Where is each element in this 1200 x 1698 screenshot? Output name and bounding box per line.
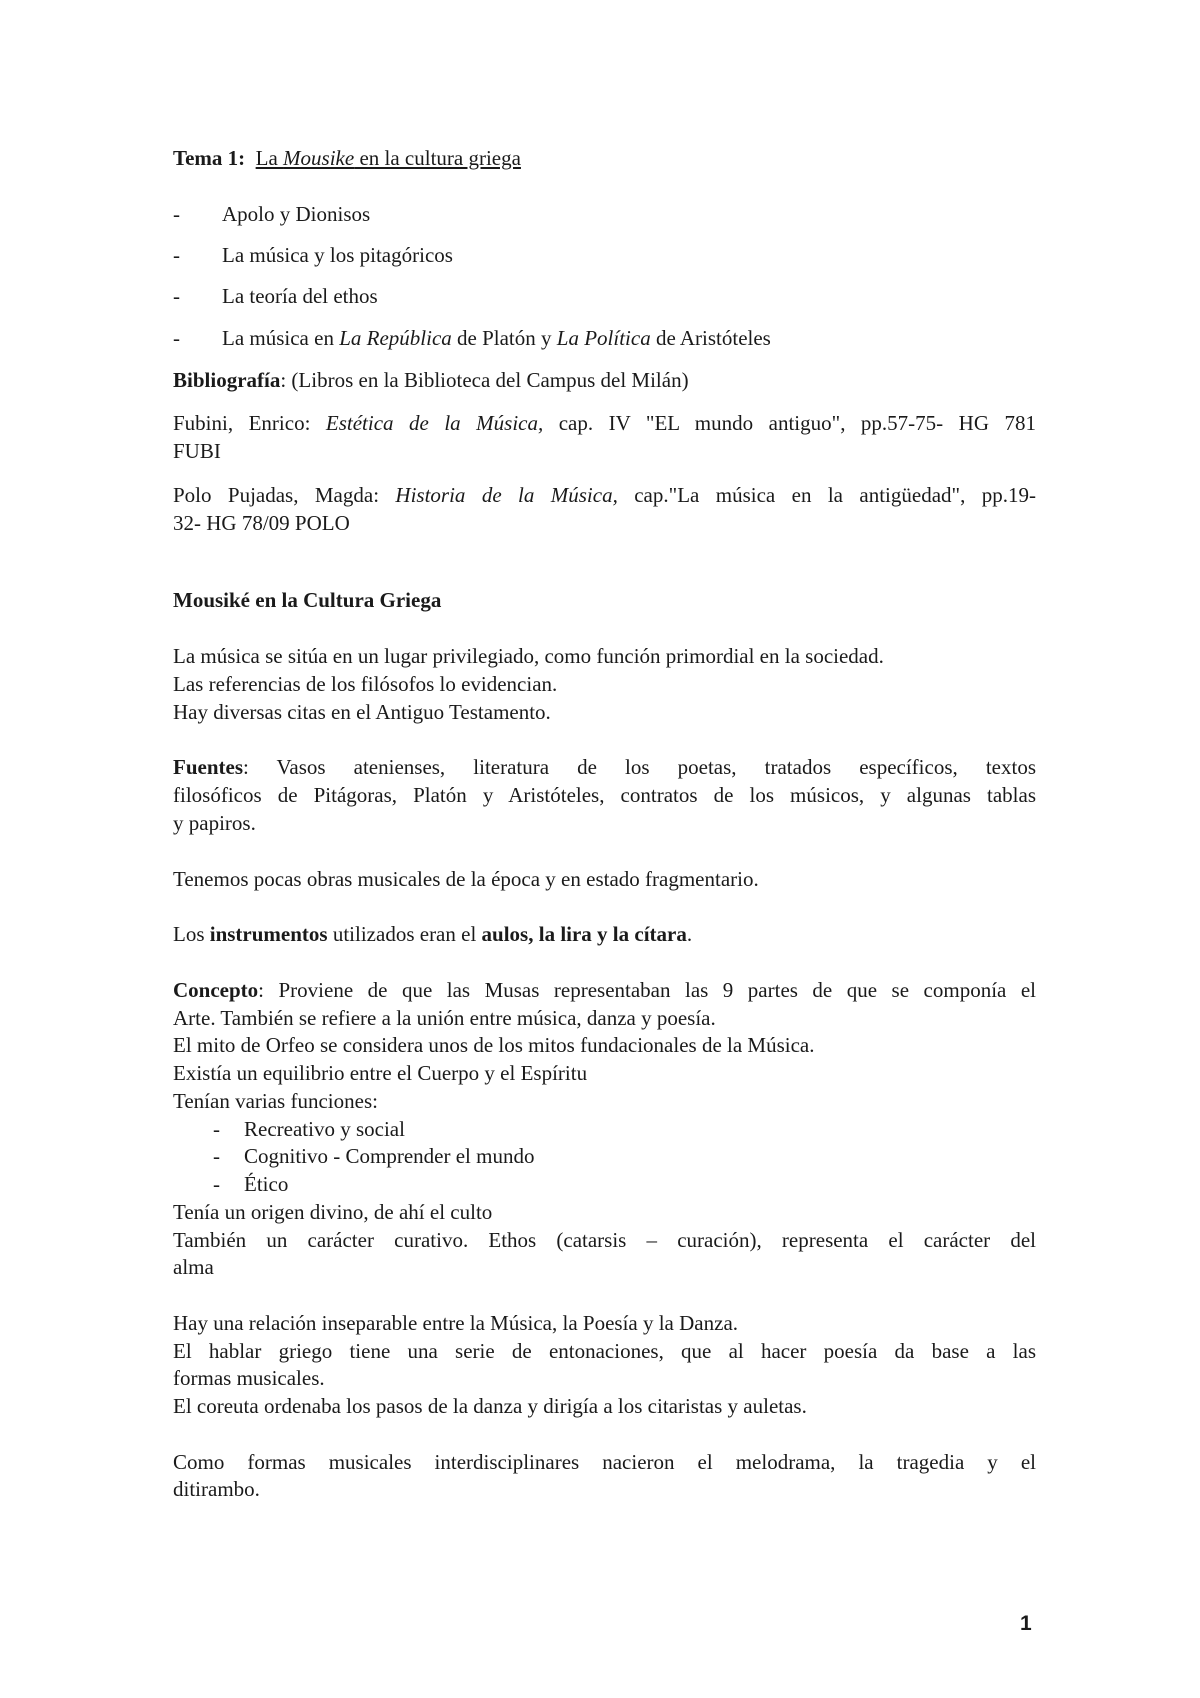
paragraph-line: Hay diversas citas en el Antiguo Testamento.: [173, 700, 551, 724]
concepto-paragraph: Concepto: Proviene de que las Musas representaban las 9 partes de que se componía el: [173, 978, 1036, 1002]
function-dash: -: [213, 1172, 220, 1196]
topic-item: La teoría del ethos: [222, 284, 378, 308]
paragraph-line: ditirambo.: [173, 1477, 260, 1501]
function-item: Recreativo y social: [244, 1117, 405, 1141]
paragraph-line: La música se sitúa en un lugar privilegiado, como función primordial en la sociedad.: [173, 644, 884, 668]
paragraph-line: Tenemos pocas obras musicales de la época y en estado fragmentario.: [173, 867, 759, 891]
paragraph-line: También un carácter curativo. Ethos (catarsis – curación), representa el carácter del: [173, 1228, 1036, 1252]
title-prefix: Tema 1:: [173, 146, 246, 170]
topic-dash: -: [173, 202, 180, 226]
paragraph-line: alma: [173, 1255, 214, 1279]
paragraph-line: filosóficos de Pitágoras, Platón y Aristóteles, contratos de los músicos, y algunas tablas: [173, 783, 1036, 807]
paragraph-line: Tenía un origen divino, de ahí el culto: [173, 1200, 493, 1224]
title-part1: La: [255, 146, 284, 170]
topic-dash: -: [173, 243, 180, 267]
paragraph-line: El hablar griego tiene una serie de entonaciones, que al hacer poesía da base a las: [173, 1339, 1036, 1363]
page-title: [173, 145, 521, 171]
topic-dash: -: [173, 284, 180, 308]
page-number: 1: [1020, 1612, 1032, 1635]
bibliography-label: Bibliografía: [173, 368, 281, 392]
fuentes-label: Fuentes: [173, 755, 243, 779]
paragraph-line: y papiros.: [173, 811, 256, 835]
paragraph-line: formas musicales.: [173, 1366, 325, 1390]
reference-fubini-cont: FUBI: [173, 439, 221, 463]
paragraph-line: Arte. También se refiere a la unión entre música, danza y poesía.: [173, 1006, 716, 1030]
function-dash: -: [213, 1117, 220, 1141]
concepto-label: Concepto: [173, 978, 259, 1002]
function-item: Ético: [244, 1172, 289, 1196]
title-underlined: [256, 146, 521, 170]
title-part2: en la cultura griega: [354, 146, 521, 170]
instrumentos-paragraph: Los instrumentos utilizados eran el aulos, la lira y la cítara.: [173, 922, 693, 946]
bibliography-note: : (Libros en la Biblioteca del Campus del Milán): [280, 368, 689, 392]
function-dash: -: [213, 1144, 220, 1168]
topic-item: La música en La República de Platón y La Política de Aristóteles: [222, 326, 771, 350]
paragraph-line: El mito de Orfeo se considera unos de los mitos fundacionales de la Música.: [173, 1033, 815, 1057]
paragraph-line: Las referencias de los filósofos lo evidencian.: [173, 672, 558, 696]
topic-item: La música y los pitagóricos: [222, 243, 453, 267]
paragraph-line: Como formas musicales interdisciplinares nacieron el melodrama, la tragedia y el: [173, 1450, 1036, 1474]
topic-dash: -: [173, 326, 180, 350]
topic-item: Apolo y Dionisos: [222, 202, 371, 226]
paragraph-line: Tenían varias funciones:: [173, 1089, 378, 1113]
paragraph-line: El coreuta ordenaba los pasos de la danza y dirigía a los citaristas y auletas.: [173, 1394, 807, 1418]
reference-polo: Polo Pujadas, Magda: Historia de la Música, cap."La música en la antigüedad", pp.19-: [173, 483, 1036, 507]
bibliography-heading: [173, 367, 689, 393]
paragraph-line: Existía un equilibrio entre el Cuerpo y el Espíritu: [173, 1061, 588, 1085]
reference-fubini: Fubini, Enrico: Estética de la Música, cap. IV "EL mundo antiguo", pp.57-75- HG 781: [173, 411, 1036, 435]
section-heading: Mousiké en la Cultura Griega: [173, 588, 442, 612]
paragraph-line: Hay una relación inseparable entre la Música, la Poesía y la Danza.: [173, 1311, 739, 1335]
title-italic: Mousike: [283, 146, 355, 170]
function-item: Cognitivo - Comprender el mundo: [244, 1144, 535, 1168]
fuentes-paragraph: Fuentes: Vasos atenienses, literatura de los poetas, tratados específicos, textos: [173, 755, 1036, 779]
reference-polo-cont: 32- HG 78/09 POLO: [173, 511, 350, 535]
